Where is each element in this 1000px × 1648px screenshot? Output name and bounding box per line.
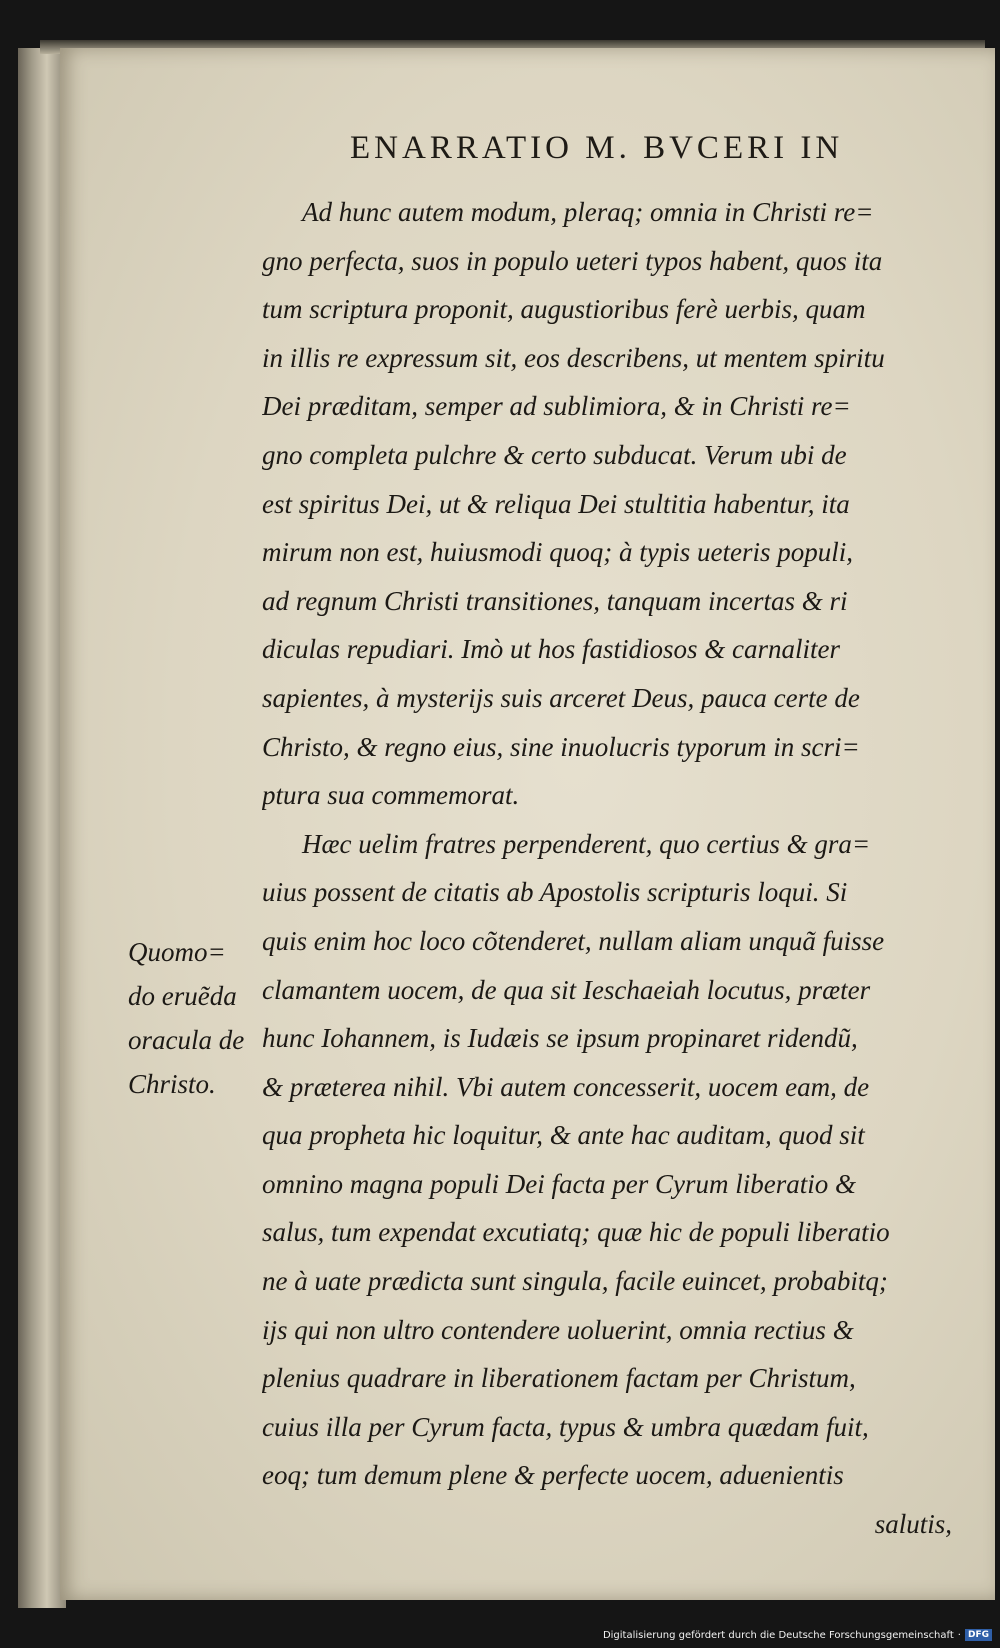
text-line: Christo, & regno eius, sine inuolucris typorum in scri= [262, 731, 860, 762]
margin-note [128, 930, 258, 1106]
running-header: ENARRATIO M. BVCERI IN [350, 130, 844, 166]
text-line: plenius quadrare in liberationem factam per Christum, [262, 1363, 856, 1394]
margin-note-line: oracula de [128, 1025, 245, 1055]
book-edge [18, 48, 66, 1608]
text-line: diculas repudiari. Imò ut hos fastidiosos & carnaliter [262, 634, 841, 665]
text-line: quis enim hoc loco cõtenderet, nullam aliam unquã fuisse [262, 925, 885, 956]
text-line: Hæc uelim fratres perpenderent, quo certius & gra= [302, 828, 871, 859]
text-line: in illis re expressum sit, eos describens, ut mentem spiritu [262, 342, 885, 373]
digitization-footer: Digitalisierung gefördert durch die Deutsche Forschungsgemeinschaft · DFG [603, 1629, 992, 1641]
text-line: omnino magna populi Dei facta per Cyrum liberatio & [262, 1168, 856, 1199]
text-line: ijs qui non ultro contendere uoluerint, omnia rectius & [262, 1314, 854, 1345]
text-line: hunc Iohannem, is Iudæis se ipsum propinaret ridendũ, [262, 1023, 858, 1054]
text-line: gno completa pulchre & certo subducat. Verum ubi de [262, 439, 847, 470]
text-line: Dei præditam, semper ad sublimiora, & in Christi re= [262, 391, 851, 422]
text-line: Ad hunc autem modum, pleraq; omnia in Christi re= [302, 197, 874, 227]
text-line: cuius illa per Cyrum facta, typus & umbra quædam fuit, [262, 1411, 869, 1442]
text-line: mirum non est, huiusmodi quoq; à typis ueteris populi, [262, 537, 853, 568]
text-line: ptura sua commemorat. [262, 780, 520, 811]
text-line: qua propheta hic loquitur, & ante hac auditam, quod sit [262, 1120, 865, 1151]
margin-note-line: do eruẽda [128, 981, 237, 1011]
margin-note-line: Christo. [128, 1069, 216, 1099]
text-line: clamantem uocem, de qua sit Ieschaeiah locutus, præter [262, 974, 871, 1005]
catchword: salutis, [874, 1509, 952, 1540]
text-line: uius possent de citatis ab Apostolis scripturis loqui. Si [262, 877, 848, 908]
text-line: gno perfecta, suos in populo ueteri typos habent, quos ita [262, 245, 883, 276]
text-line: sapientes, à mysterijs suis arceret Deus, pauca certe de [262, 682, 860, 713]
text-line: ne à uate prædicta sunt singula, facile euincet, probabitq; [262, 1266, 888, 1297]
footer-credit: Digitalisierung gefördert durch die Deutsche Forschungsgemeinschaft [602, 1629, 954, 1641]
dfg-logo: DFG [965, 1629, 992, 1641]
text-line: tum scriptura proponit, augustioribus ferè uerbis, quam [262, 294, 866, 325]
margin-note-line: Quomo= [128, 937, 226, 967]
text-line: ad regnum Christi transitiones, tanquam incertas & ri [262, 585, 848, 616]
text-line: & præterea nihil. Vbi autem concesserit, uocem eam, de [262, 1071, 870, 1102]
text-line: eoq; tum demum plene & perfecte uocem, aduenientis [262, 1460, 844, 1491]
text-line: est spiritus Dei, ut & reliqua Dei stultitia habentur, ita [262, 488, 850, 519]
body-text [262, 188, 962, 1549]
text-line: salus, tum expendat excutiatq; quæ hic de populi liberatio [262, 1217, 890, 1248]
